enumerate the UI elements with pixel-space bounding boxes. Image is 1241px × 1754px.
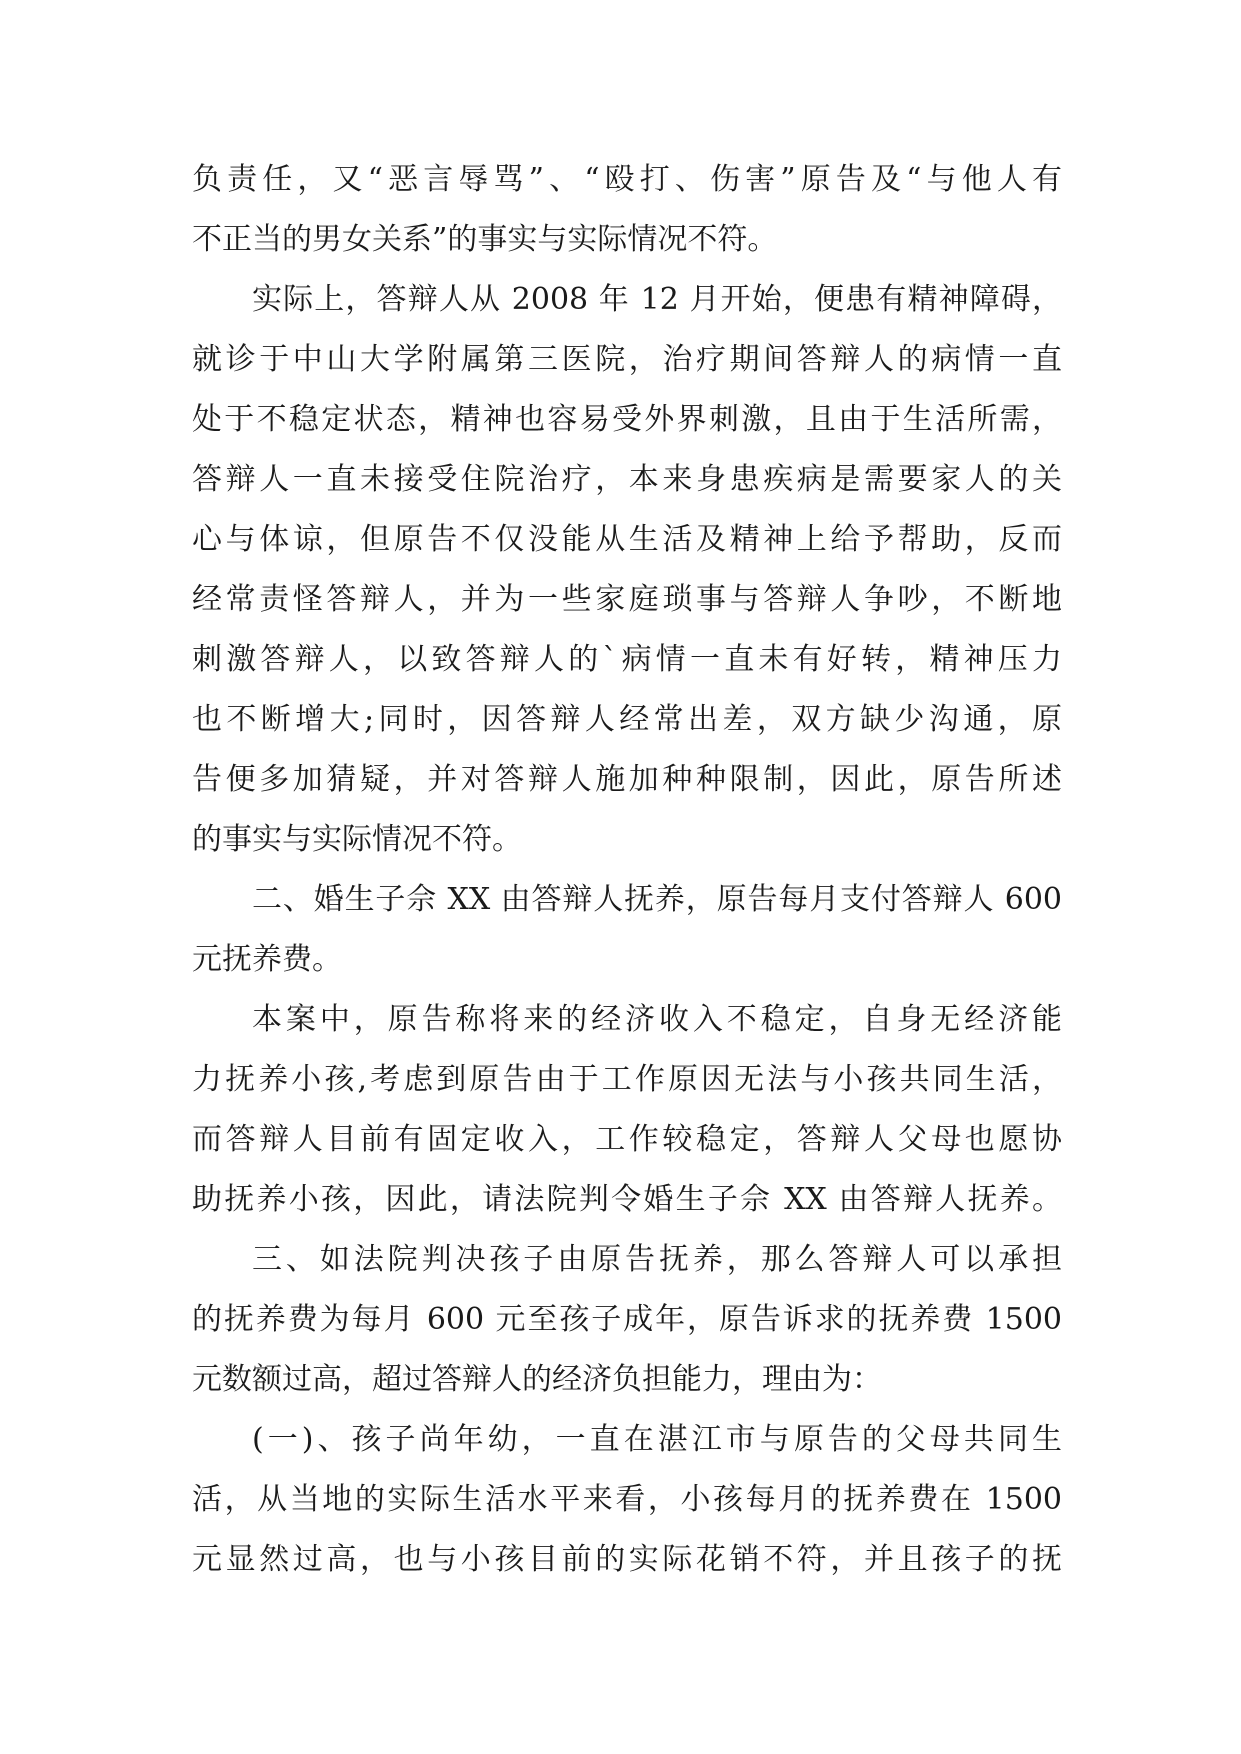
text-line: 也不断增大;同时，因答辩人经常出差，双方缺少沟通，原: [192, 702, 1062, 737]
document-body: [192, 150, 1062, 1590]
text-line: 二、婚生子佘 XX 由答辩人抚养，原告每月支付答辩人 600: [252, 882, 1062, 917]
text-line: 助抚养小孩，因此，请法院判令婚生子佘 XX 由答辩人抚养。: [192, 1182, 1062, 1217]
text-line: 告便多加猜疑，并对答辩人施加种种限制，因此，原告所述: [192, 762, 1062, 797]
text-line: 经常责怪答辩人，并为一些家庭琐事与答辩人争吵，不断地: [192, 582, 1062, 617]
text-line: 三、如法院判决孩子由原告抚养，那么答辩人可以承担: [252, 1242, 1062, 1277]
text-line: 元数额过高，超过答辩人的经济负担能力，理由为：: [192, 1362, 882, 1397]
text-line: 就诊于中山大学附属第三医院，治疗期间答辩人的病情一直: [192, 342, 1062, 377]
text-line: 的抚养费为每月 600 元至孩子成年，原告诉求的抚养费 1500: [192, 1302, 1062, 1337]
text-line: 负责任，又“恶言辱骂”、“殴打、伤害”原告及“与他人有: [192, 162, 1062, 197]
text-line: 本案中，原告称将来的经济收入不稳定，自身无经济能: [252, 1002, 1062, 1037]
text-line: (一)、孩子尚年幼，一直在湛江市与原告的父母共同生: [252, 1422, 1062, 1457]
text-line: 不正当的男女关系”的事实与实际情况不符。: [192, 222, 778, 257]
text-line: 而答辩人目前有固定收入，工作较稳定，答辩人父母也愿协: [192, 1122, 1062, 1157]
text-line: 实际上，答辩人从 2008 年 12 月开始，便患有精神障碍，: [252, 282, 1062, 317]
text-line: 刺激答辩人，以致答辩人的`病情一直未有好转，精神压力: [192, 642, 1062, 677]
text-line: 元显然过高，也与小孩目前的实际花销不符，并且孩子的抚: [192, 1542, 1062, 1577]
text-line: 力抚养小孩,考虑到原告由于工作原因无法与小孩共同生活，: [192, 1062, 1062, 1097]
text-line: 活，从当地的实际生活水平来看，小孩每月的抚养费在 1500: [192, 1482, 1062, 1517]
text-line: 处于不稳定状态，精神也容易受外界刺激，且由于生活所需，: [192, 402, 1062, 437]
text-line: 心与体谅，但原告不仅没能从生活及精神上给予帮助，反而: [192, 522, 1062, 557]
text-line: 的事实与实际情况不符。: [192, 822, 522, 857]
text-line: 答辩人一直未接受住院治疗，本来身患疾病是需要家人的关: [192, 462, 1062, 497]
text-line: 元抚养费。: [192, 942, 342, 977]
